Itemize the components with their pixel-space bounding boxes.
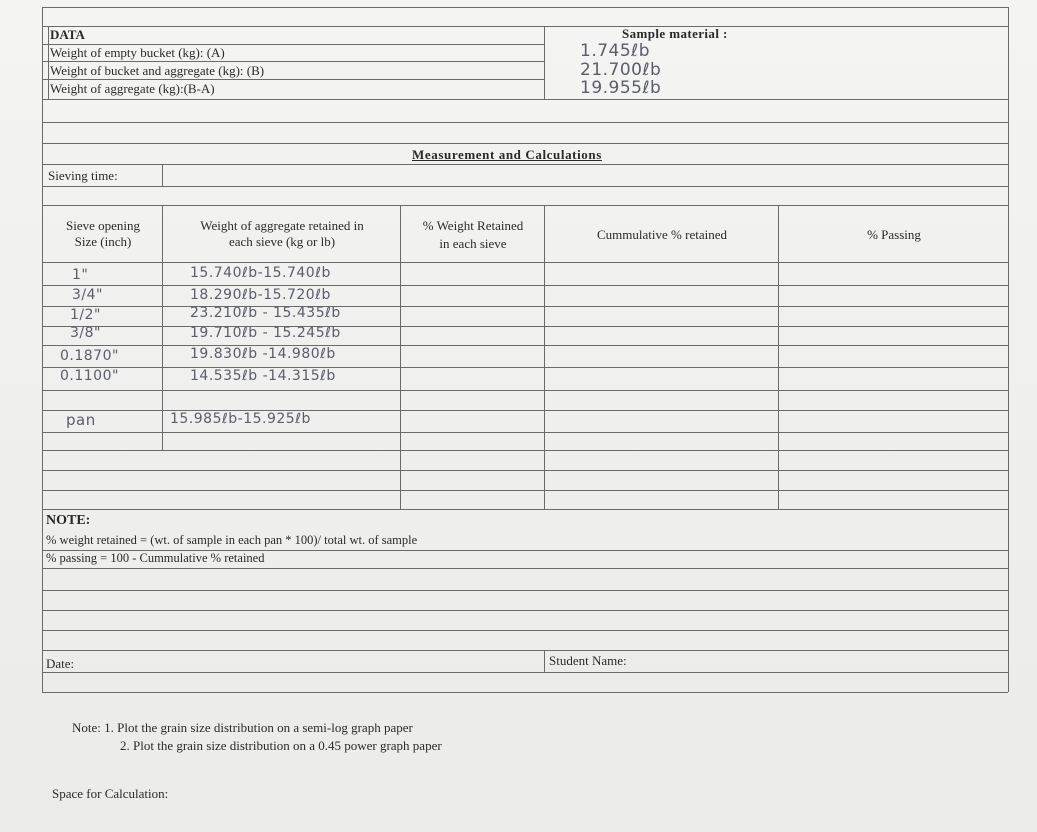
header-weight-line1: Weight of aggregate retained in [200, 218, 364, 233]
rule [42, 432, 1008, 433]
aggregate-weight-value: 19.955ℓb [580, 78, 662, 98]
bucket-aggregate-label: Weight of bucket and aggregate (kg): (B) [50, 63, 265, 78]
sample-material-label: Sample material : [622, 26, 728, 41]
rule [42, 630, 1008, 631]
col-divider [544, 205, 545, 509]
row-size: pan [66, 411, 96, 429]
empty-bucket-value: 1.745ℓb [580, 41, 650, 61]
rule [42, 7, 1008, 8]
bucket-aggregate-value: 21.700ℓb [580, 60, 662, 80]
aggregate-weight-label: Weight of aggregate (kg):(B-A) [50, 81, 215, 96]
note-line2: % passing = 100 - Cummulative % retained [46, 551, 265, 565]
header-cumulative: Cummulative % retained [597, 227, 727, 242]
date-label: Date: [46, 656, 75, 671]
rule [42, 186, 1008, 187]
data-heading: DATA [50, 27, 85, 42]
row-weight: 15.985ℓb-15.925ℓb [170, 411, 311, 427]
header-pct-line2: in each sieve [439, 236, 507, 251]
row-size: 0.1100" [60, 368, 119, 384]
rule [42, 590, 1008, 591]
empty-bucket-label: Weight of empty bucket (kg): (A) [50, 45, 225, 60]
bottom-note-line2: 2. Plot the grain size distribution on a 0.45 power graph paper [120, 738, 442, 753]
row-size: 1" [72, 267, 89, 283]
col-divider [778, 205, 779, 509]
header-sieve-line1: Sieve opening [65, 218, 140, 233]
row-weight: 19.830ℓb -14.980ℓb [190, 346, 336, 362]
row-weight: 19.710ℓb - 15.245ℓb [190, 325, 341, 341]
student-box-divider [544, 650, 545, 672]
header-passing: % Passing [867, 227, 921, 242]
bottom-note-line1: Note: 1. Plot the grain size distribution on a semi-log graph paper [72, 720, 413, 735]
row-size: 3/4" [72, 287, 103, 303]
col-divider [162, 205, 163, 450]
note-heading: NOTE: [46, 513, 91, 528]
rule [42, 610, 1008, 611]
rule [42, 672, 1008, 673]
rule [42, 326, 1008, 327]
rule [42, 509, 1008, 510]
rule [42, 262, 1008, 263]
row-weight: 14.535ℓb -14.315ℓb [190, 368, 336, 384]
rule [42, 306, 1008, 307]
rule [42, 61, 544, 62]
right-border [1008, 7, 1009, 692]
rule [42, 367, 1008, 368]
rule [42, 99, 1008, 100]
sieving-time-label: Sieving time: [48, 168, 118, 183]
row-size: 3/8" [70, 325, 101, 341]
data-left-inner [48, 26, 49, 99]
row-weight: 23.210ℓb - 15.435ℓb [190, 305, 341, 321]
rule [42, 205, 1008, 206]
left-border [42, 7, 43, 692]
rule [42, 490, 1008, 491]
space-for-calculation: Space for Calculation: [52, 786, 169, 801]
rule [42, 470, 1008, 471]
rule [42, 143, 1008, 144]
measurement-title: Measurement and Calculations [412, 147, 602, 162]
rule [42, 122, 1008, 123]
sieving-box-divider [162, 164, 163, 186]
rule [42, 79, 544, 80]
col-divider [400, 205, 401, 509]
rule [42, 285, 1008, 286]
row-size: 1/2" [70, 307, 101, 323]
data-divider [544, 26, 545, 99]
rule [42, 390, 1008, 391]
row-weight: 15.740ℓb-15.740ℓb [190, 265, 331, 281]
header-weight-line2: each sieve (kg or lb) [228, 234, 336, 249]
rule [42, 26, 1008, 27]
header-sieve-line2: Size (inch) [74, 234, 132, 249]
rule [42, 450, 1008, 451]
rule [42, 650, 1008, 651]
rule [42, 345, 1008, 346]
row-weight: 18.290ℓb-15.720ℓb [190, 287, 331, 303]
rule [42, 692, 1008, 693]
rule [42, 164, 1008, 165]
row-size: 0.1870" [60, 348, 119, 364]
note-line1: % weight retained = (wt. of sample in each pan * 100)/ total wt. of sample [46, 533, 418, 547]
rule [42, 568, 1008, 569]
student-name-label: Student Name: [549, 653, 627, 668]
header-pct-line1: % Weight Retained [422, 218, 524, 233]
